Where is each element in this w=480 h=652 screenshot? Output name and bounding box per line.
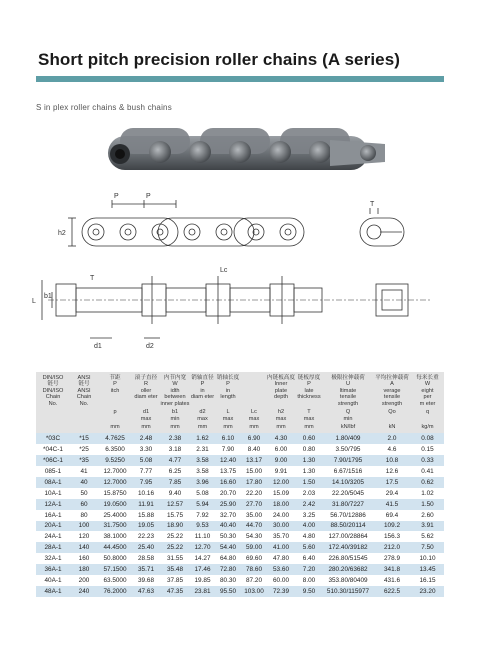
table-cell: *04C-1 (36, 444, 70, 455)
table-cell: 9.50 (295, 586, 323, 597)
table-cell: 6.00 (267, 444, 295, 455)
table-header-symbol: p (98, 408, 132, 423)
table-cell: 4.6 (373, 444, 411, 455)
table-cell: 5.94 (190, 499, 215, 510)
table-cell: 22.20/5045 (323, 488, 373, 499)
table-cell: 7.20 (295, 564, 323, 575)
table-cell: 5.08 (132, 455, 160, 466)
table-cell: 32A-1 (36, 553, 70, 564)
table-header-unit (70, 423, 98, 433)
table-cell: 19.85 (190, 575, 215, 586)
table-cell: 2.31 (190, 444, 215, 455)
table-row (36, 499, 444, 510)
label-t-1: T (370, 201, 375, 208)
table-cell: 9.53 (190, 521, 215, 532)
table-cell: 3.58 (190, 466, 215, 477)
table-cell: 2.03 (295, 488, 323, 499)
table-cell: 25.40 (132, 542, 160, 553)
table-header-unit: mm (160, 423, 190, 433)
label-p-1: P (114, 193, 119, 200)
table-cell: 87.20 (241, 575, 267, 586)
label-l: L (32, 298, 36, 305)
table-cell: 0.60 (295, 433, 323, 444)
table-cell: 16.15 (411, 575, 444, 586)
table-cell: 212.0 (373, 542, 411, 553)
table-cell: *03C (36, 433, 70, 444)
table-cell: 35.48 (160, 564, 190, 575)
table-cell: 25.22 (160, 542, 190, 553)
table-header-symbol: d1 max (132, 408, 160, 423)
table-cell: 13.75 (215, 466, 241, 477)
table-cell: 22.20 (241, 488, 267, 499)
table-cell: 20A-1 (36, 521, 70, 532)
table-header-symbol: q (411, 408, 444, 423)
table-header-unit: mm (241, 423, 267, 433)
table-cell: 1.30 (295, 455, 323, 466)
table-cell: 41.00 (267, 542, 295, 553)
chain-technical-drawing (30, 188, 450, 368)
table-cell: 14.27 (190, 553, 215, 564)
table-cell: 30.00 (267, 521, 295, 532)
table-header-unit: mm (295, 423, 323, 433)
table-row (36, 433, 444, 444)
table-cell: 50.30 (215, 531, 241, 542)
table-cell: 10.10 (411, 553, 444, 564)
table-row (36, 564, 444, 575)
table-cell: 127.00/28864 (323, 531, 373, 542)
table-cell: 0.41 (411, 466, 444, 477)
table-row (36, 575, 444, 586)
table-header-cell: 极限拉伸载荷 U ltimate tensile strength (323, 372, 373, 408)
table-cell: 24.00 (267, 510, 295, 521)
table-cell: 35.00 (241, 510, 267, 521)
table-header-symbol: Lc max (241, 408, 267, 423)
table-cell: 0.15 (411, 444, 444, 455)
table-header-cell: 内节内宽 W idth between inner plates (160, 372, 190, 408)
table-cell: 23.81 (190, 586, 215, 597)
table-header-cell: 每米长重 W eight per m eter (411, 372, 444, 408)
table-cell: 226.80/51545 (323, 553, 373, 564)
table-cell: 109.2 (373, 521, 411, 532)
table-header-symbol (70, 408, 98, 423)
table-cell: 7.92 (190, 510, 215, 521)
table-cell: 37.85 (160, 575, 190, 586)
table-cell: 13.17 (241, 455, 267, 466)
table-cell: 0.80 (295, 444, 323, 455)
table-cell: 72.80 (215, 564, 241, 575)
table-header-symbol: d2 max (190, 408, 215, 423)
table-cell: 5.62 (411, 531, 444, 542)
table-cell: 2.0 (373, 433, 411, 444)
table-cell: 11.91 (132, 499, 160, 510)
table-cell: 53.60 (267, 564, 295, 575)
table-header-cell: 节距 P itch (98, 372, 132, 408)
table-cell: 29.4 (373, 488, 411, 499)
label-d1: d1 (94, 343, 102, 350)
table-cell: 200 (70, 575, 98, 586)
table-cell: 28A-1 (36, 542, 70, 553)
table-cell: 353.80/80409 (323, 575, 373, 586)
table-cell: 3.91 (411, 521, 444, 532)
table-header-symbol: Qo (373, 408, 411, 423)
table-header-unit: mm (215, 423, 241, 433)
chain-side-view (68, 200, 304, 246)
table-cell: 69.4 (373, 510, 411, 521)
table-cell: 17.46 (190, 564, 215, 575)
table-cell: 7.90 (215, 444, 241, 455)
title-underline (36, 76, 444, 82)
table-cell: 0.08 (411, 433, 444, 444)
table-cell: 622.5 (373, 586, 411, 597)
table-cell: 180 (70, 564, 98, 575)
table-cell: 1.50 (411, 499, 444, 510)
table-cell: 76.2000 (98, 586, 132, 597)
table-header-cell: 销轴长度 P in length (215, 372, 241, 408)
table-header-cell: 销轴直径 P in diam eter (190, 372, 215, 408)
table-header-cell: ANSI 链号 ANSI Chain No. (70, 372, 98, 408)
table-cell: 47.80 (267, 553, 295, 564)
table-cell: 16.60 (215, 477, 241, 488)
table-cell: 25.4000 (98, 510, 132, 521)
table-cell: 9.40 (160, 488, 190, 499)
table-cell: 36A-1 (36, 564, 70, 575)
table-cell: 7.95 (132, 477, 160, 488)
table-cell: 6.40 (295, 553, 323, 564)
table-cell: 80.30 (215, 575, 241, 586)
roller-chain-photo (100, 122, 390, 182)
table-row (36, 542, 444, 553)
label-t-2: T (90, 275, 95, 282)
table-cell: 12.70 (190, 542, 215, 553)
table-cell: 1.30 (295, 466, 323, 477)
table-header-symbol: b1 min (160, 408, 190, 423)
table-cell: 31.7500 (98, 521, 132, 532)
table-cell: 3.50/795 (323, 444, 373, 455)
label-b1: b1 (44, 293, 52, 300)
table-cell: 23.20 (411, 586, 444, 597)
label-p-2: P (146, 193, 151, 200)
table-cell: 6.10 (215, 433, 241, 444)
table-cell: 5.60 (295, 542, 323, 553)
table-cell: 12.00 (267, 477, 295, 488)
spec-table-grid (36, 372, 444, 597)
table-cell: 140 (70, 542, 98, 553)
table-cell: 7.50 (411, 542, 444, 553)
table-row (36, 466, 444, 477)
table-cell: 278.9 (373, 553, 411, 564)
table-cell: 6.25 (160, 466, 190, 477)
table-cell: 63.5000 (98, 575, 132, 586)
table-cell: 41 (70, 466, 98, 477)
table-header-unit: kN (373, 423, 411, 433)
table-cell: 27.70 (241, 499, 267, 510)
table-cell: 10.8 (373, 455, 411, 466)
table-cell: 80 (70, 510, 98, 521)
table-cell: 2.38 (160, 433, 190, 444)
table-header-row (36, 372, 444, 408)
table-cell: 4.7625 (98, 433, 132, 444)
table-cell: 16A-1 (36, 510, 70, 521)
table-cell: 156.3 (373, 531, 411, 542)
table-header-unit: kg/m (411, 423, 444, 433)
table-header-unit: mm (267, 423, 295, 433)
table-cell: 6.90 (241, 433, 267, 444)
table-cell: 7.90/1795 (323, 455, 373, 466)
table-cell: 5.08 (190, 488, 215, 499)
table-cell: 103.00 (241, 586, 267, 597)
table-cell: 88.50/20114 (323, 521, 373, 532)
table-cell: 35.71 (132, 564, 160, 575)
table-cell: 44.4500 (98, 542, 132, 553)
table-header-symbol (36, 408, 70, 423)
table-body (36, 433, 444, 596)
table-cell: 17.5 (373, 477, 411, 488)
table-header-symbol: h2 max (267, 408, 295, 423)
table-cell: 15.88 (132, 510, 160, 521)
table-cell: 18.90 (160, 521, 190, 532)
table-cell: 8.00 (295, 575, 323, 586)
page-title: Short pitch precision roller chains (A series) (38, 50, 401, 69)
table-cell: 9.00 (267, 455, 295, 466)
chain-end-view (360, 208, 404, 246)
table-cell: 25.90 (215, 499, 241, 510)
table-cell: 12A-1 (36, 499, 70, 510)
table-cell: *35 (70, 455, 98, 466)
table-cell: 47.63 (132, 586, 160, 597)
table-cell: 35.70 (267, 531, 295, 542)
table-cell: 15.8750 (98, 488, 132, 499)
table-cell: 1.50 (295, 477, 323, 488)
table-cell: 15.09 (267, 488, 295, 499)
table-cell: 41.5 (373, 499, 411, 510)
table-header-cell: 滚子直径 R oller diam eter (132, 372, 160, 408)
table-cell: 31.80/7227 (323, 499, 373, 510)
table-cell: 50 (70, 488, 98, 499)
label-d2: d2 (146, 343, 154, 350)
table-cell: 4.80 (295, 531, 323, 542)
table-header-symbol: T max (295, 408, 323, 423)
table-row (36, 477, 444, 488)
table-header-unit: kN/lbf (323, 423, 373, 433)
table-cell: 56.70/12886 (323, 510, 373, 521)
table-cell: 24A-1 (36, 531, 70, 542)
table-cell: 57.1500 (98, 564, 132, 575)
table-cell: 18.00 (267, 499, 295, 510)
table-cell: 100 (70, 521, 98, 532)
table-cell: 3.25 (295, 510, 323, 521)
label-h2: h2 (58, 230, 66, 237)
table-row (36, 553, 444, 564)
table-row (36, 455, 444, 466)
table-cell: 95.50 (215, 586, 241, 597)
table-cell: 44.70 (241, 521, 267, 532)
table-cell: 15.75 (160, 510, 190, 521)
table-row (36, 521, 444, 532)
table-cell: 085-1 (36, 466, 70, 477)
table-cell: *06C-1 (36, 455, 70, 466)
table-cell: 3.96 (190, 477, 215, 488)
table-cell: *25 (70, 444, 98, 455)
table-row (36, 510, 444, 521)
table-cell: 40 (70, 477, 98, 488)
table-cell: 12.40 (215, 455, 241, 466)
table-cell: 1.02 (411, 488, 444, 499)
table-cell: 2.60 (411, 510, 444, 521)
table-cell: 3.58 (190, 455, 215, 466)
table-row (36, 586, 444, 597)
table-header-cell: 平均拉伸载荷 A verage tensile strength (373, 372, 411, 408)
table-header-cell: DIN/ISO 链号 DIN/ISO Chain No. (36, 372, 70, 408)
table-cell: 22.23 (132, 531, 160, 542)
table-cell: 08A-1 (36, 477, 70, 488)
table-cell: 28.58 (132, 553, 160, 564)
spec-table (36, 372, 444, 597)
table-cell: 60.00 (267, 575, 295, 586)
table-cell: 510.30/115977 (323, 586, 373, 597)
table-cell: 6.67/1516 (323, 466, 373, 477)
table-cell: 15.00 (241, 466, 267, 477)
table-header-cell: 内链板高度 Inner plate depth (267, 372, 295, 408)
table-cell: 25.22 (160, 531, 190, 542)
table-cell: 47.35 (160, 586, 190, 597)
table-cell: 6.3500 (98, 444, 132, 455)
table-cell: 160 (70, 553, 98, 564)
table-cell: 10.16 (132, 488, 160, 499)
table-cell: 1.62 (190, 433, 215, 444)
table-cell: 17.80 (241, 477, 267, 488)
table-cell: 48A-1 (36, 586, 70, 597)
table-row (36, 488, 444, 499)
chain-top-view (42, 276, 430, 338)
table-cell: *15 (70, 433, 98, 444)
table-cell: 19.05 (132, 521, 160, 532)
table-header-unit (36, 423, 70, 433)
table-cell: 0.33 (411, 455, 444, 466)
table-cell: 78.60 (241, 564, 267, 575)
table-cell: 7.85 (160, 477, 190, 488)
table-cell: 341.8 (373, 564, 411, 575)
table-cell: 72.39 (267, 586, 295, 597)
table-cell: 240 (70, 586, 98, 597)
table-cell: 64.80 (215, 553, 241, 564)
table-cell: 2.42 (295, 499, 323, 510)
table-cell: 7.77 (132, 466, 160, 477)
table-cell: 39.68 (132, 575, 160, 586)
table-cell: 10A-1 (36, 488, 70, 499)
table-header-unit: mm (190, 423, 215, 433)
table-cell: 54.40 (215, 542, 241, 553)
table-header-cell: 链板厚度 P late thickness (295, 372, 323, 408)
table-cell: 280.20/63682 (323, 564, 373, 575)
table-row (36, 531, 444, 542)
table-cell: 3.18 (160, 444, 190, 455)
table-cell: 3.30 (132, 444, 160, 455)
table-cell: 12.6 (373, 466, 411, 477)
table-header-symbol: L max (215, 408, 241, 423)
table-header-cell (241, 372, 267, 408)
table-cell: 14.10/3205 (323, 477, 373, 488)
table-cell: 19.0500 (98, 499, 132, 510)
table-cell: 31.55 (160, 553, 190, 564)
table-cell: 12.57 (160, 499, 190, 510)
table-header-symbol: Q min (323, 408, 373, 423)
table-cell: 40.40 (215, 521, 241, 532)
table-cell: 172.40/39182 (323, 542, 373, 553)
table-cell: 11.10 (190, 531, 215, 542)
section-subtitle: S in plex roller chains & bush chains (36, 103, 172, 112)
table-cell: 12.7000 (98, 466, 132, 477)
table-cell: 12.7000 (98, 477, 132, 488)
table-cell: 4.00 (295, 521, 323, 532)
table-cell: 8.40 (241, 444, 267, 455)
table-cell: 120 (70, 531, 98, 542)
table-cell: 1.80/409 (323, 433, 373, 444)
table-cell: 13.45 (411, 564, 444, 575)
table-cell: 20.70 (215, 488, 241, 499)
table-cell: 50.8000 (98, 553, 132, 564)
table-header-unit: mm (98, 423, 132, 433)
table-cell: 4.30 (267, 433, 295, 444)
table-cell: 38.1000 (98, 531, 132, 542)
table-cell: 32.70 (215, 510, 241, 521)
label-lc: Lc (220, 267, 228, 274)
table-cell: 54.30 (241, 531, 267, 542)
table-cell: 40A-1 (36, 575, 70, 586)
table-header-unit: mm (132, 423, 160, 433)
table-cell: 60 (70, 499, 98, 510)
table-cell: 9.91 (267, 466, 295, 477)
table-cell: 0.62 (411, 477, 444, 488)
table-header-unit-row (36, 423, 444, 433)
table-cell: 69.60 (241, 553, 267, 564)
table-row (36, 444, 444, 455)
table-header-symbol-row (36, 408, 444, 423)
table-cell: 59.00 (241, 542, 267, 553)
table-cell: 2.48 (132, 433, 160, 444)
table-cell: 9.5250 (98, 455, 132, 466)
table-cell: 431.6 (373, 575, 411, 586)
table-cell: 4.77 (160, 455, 190, 466)
